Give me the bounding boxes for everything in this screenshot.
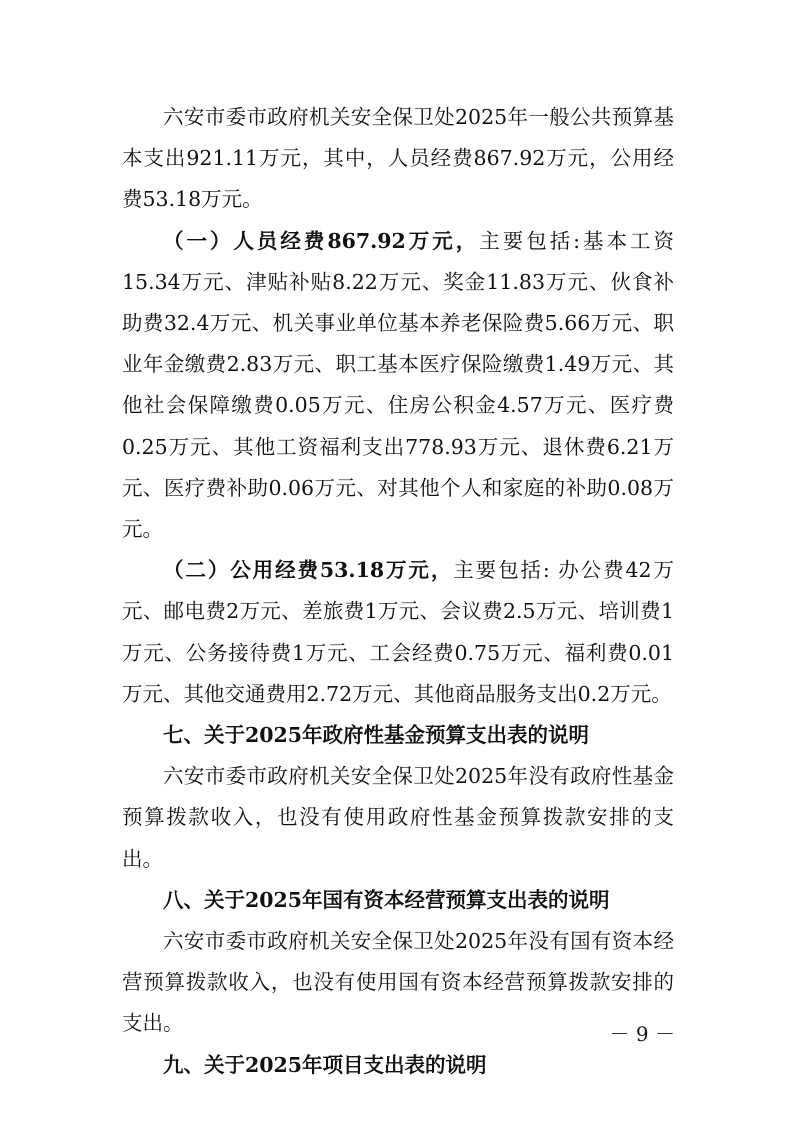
paragraph-personnel-expenses	[122, 221, 674, 551]
paragraph-public-expenses	[122, 550, 674, 715]
section-heading-government-fund: 七、关于2025年政府性基金预算支出表的说明	[163, 723, 590, 748]
section-body-state-capital: 六安市委市政府机关安全保卫处2025年没有国有资本经营预算拨款收入，也没有使用国有资本经营预算拨款安排的支出。	[122, 929, 674, 1036]
section-body-government-fund: 六安市委市政府机关安全保卫处2025年没有政府性基金预算拨款收入，也没有使用政府性基金预算拨款安排的支出。	[122, 764, 674, 871]
paragraph-basic-expenditure: 六安市委市政府机关安全保卫处2025年一般公共预算基本支出921.11万元，其中，人员经费867.92万元，公用经费53.18万元。	[122, 105, 674, 212]
section-heading-state-capital: 八、关于2025年国有资本经营预算支出表的说明	[163, 887, 610, 912]
personnel-expenses-body: 主要包括:基本工资15.34万元、津贴补贴8.22万元、奖金11.83万元、伙食补助费32.4万元、机关事业单位基本养老保险费5.66万元、职业年金缴费2.83万元、职工基本医疗保险缴费1.49万元、其他社会保障缴费0.05万元、住房公积金4.57万元、医疗费0.25万元、其他工资福利支出778.93万元、退休费6.21万元、医疗费补助0.06万元、对其他个人和家庭的补助0.08万元。	[122, 228, 674, 542]
section-heading-project-expenditure: 九、关于2025年项目支出表的说明	[163, 1052, 487, 1077]
public-expenses-body: 主要包括: 办公费42万元、邮电费2万元、差旅费1万元、会议费2.5万元、培训费1万元、公务接待费1万元、工会经费0.75万元、福利费0.01万元、其他交通费用2.72万元、其他商品服务支出0.2万元。	[122, 558, 674, 706]
document-body	[122, 97, 674, 1086]
personnel-expenses-lead: （一）人员经费867.92万元，	[163, 228, 480, 253]
public-expenses-lead: （二）公用经费53.18万元，	[163, 558, 454, 583]
page-number: － 9 －	[609, 1022, 675, 1046]
